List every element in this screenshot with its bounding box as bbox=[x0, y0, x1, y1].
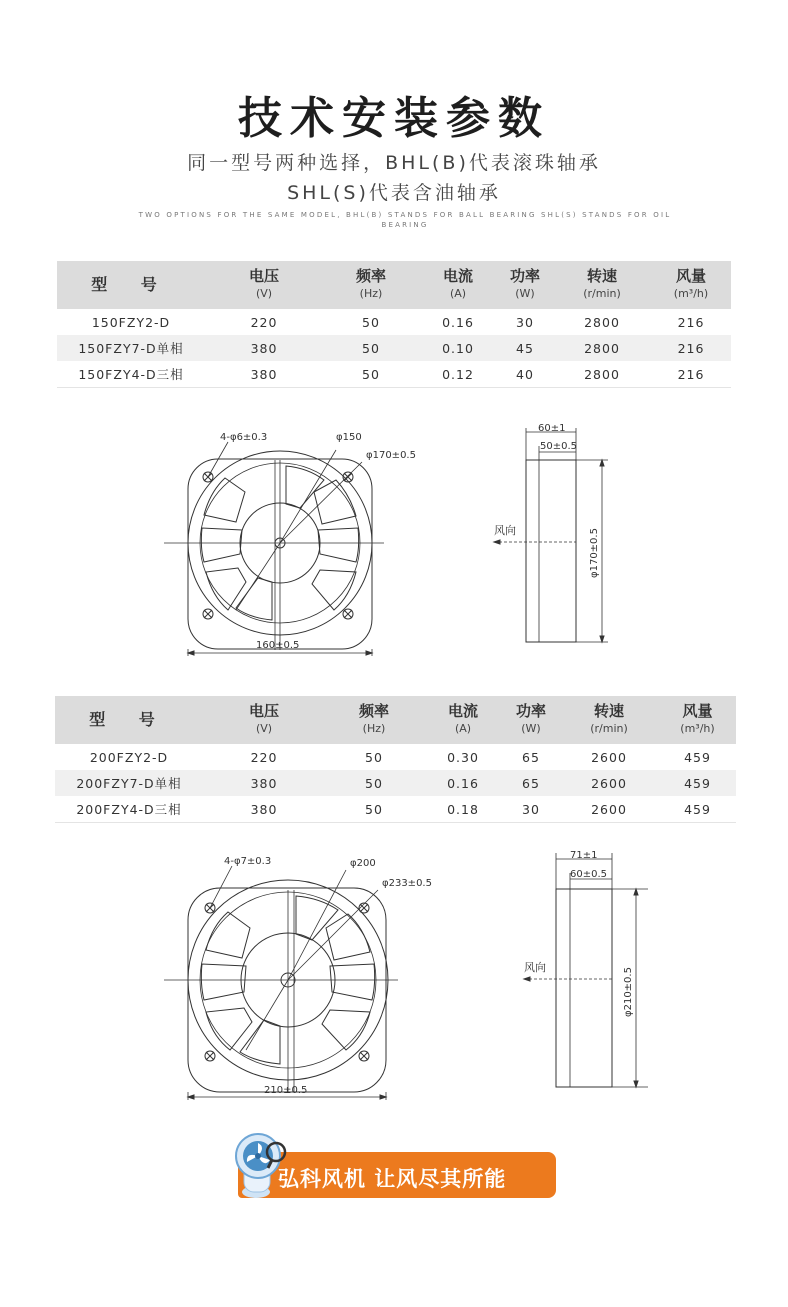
subtitle-line-1: 同一型号两种选择，BHL(B)代表滚珠轴承 bbox=[187, 152, 601, 174]
side-body bbox=[526, 460, 576, 642]
side-body bbox=[556, 889, 612, 1087]
fan-200-side-drawing bbox=[520, 845, 660, 1095]
table-row bbox=[55, 770, 736, 796]
mount-hole bbox=[359, 1051, 369, 1061]
cell-frequency: 50 bbox=[323, 361, 419, 388]
header-speed: 转速 (r/min) bbox=[559, 696, 659, 744]
depth-body-label: 60±0.5 bbox=[570, 869, 608, 880]
fan-150-front-drawing bbox=[150, 420, 416, 660]
header-voltage: 电压 (V) bbox=[203, 696, 325, 744]
width-label: 160±0.5 bbox=[256, 640, 300, 651]
header-power: 功率 (W) bbox=[497, 261, 553, 309]
mount-hole bbox=[203, 609, 213, 619]
cell-current: 0.10 bbox=[419, 335, 497, 361]
mount-hole bbox=[205, 1051, 215, 1061]
spec-table-200 bbox=[55, 696, 736, 823]
table-row bbox=[57, 361, 731, 388]
cell-power: 65 bbox=[503, 770, 559, 796]
header-current: 电流 (A) bbox=[419, 261, 497, 309]
header-power: 功率 (W) bbox=[503, 696, 559, 744]
cell-model: 150FZY4-D三相 bbox=[57, 361, 205, 388]
cell-power: 40 bbox=[497, 361, 553, 388]
fan-frame bbox=[188, 888, 386, 1092]
cell-airflow: 459 bbox=[659, 770, 736, 796]
outer-diameter-label: φ233±0.5 bbox=[382, 878, 432, 889]
cell-speed: 2800 bbox=[553, 335, 651, 361]
english-note: TWO OPTIONS FOR THE SAME MODEL, BHL(B) STANDS FOR BALL BEARING SHL(S) STANDS FOR OIL BEARING bbox=[138, 211, 672, 229]
header-speed: 转速 (r/min) bbox=[553, 261, 651, 309]
cell-current: 0.16 bbox=[442, 314, 474, 330]
table-header-row bbox=[55, 696, 736, 744]
slogan-text: 弘科风机 让风尽其所能 bbox=[278, 1167, 507, 1191]
holes-label: 4-φ7±0.3 bbox=[224, 856, 272, 867]
wind-direction-label: 风向 bbox=[494, 524, 516, 537]
cell-voltage: 380 bbox=[203, 770, 325, 796]
header-model: 型 号 bbox=[55, 696, 203, 744]
depth-total-label: 60±1 bbox=[538, 423, 566, 434]
cell-speed: 2800 bbox=[584, 314, 620, 330]
cell-frequency: 50 bbox=[365, 749, 383, 765]
cell-model: 200FZY4-D三相 bbox=[55, 796, 203, 823]
subtitle-line-2: SHL(S)代表含油轴承 bbox=[287, 182, 501, 204]
cell-speed: 2800 bbox=[553, 361, 651, 388]
cell-frequency: 50 bbox=[362, 314, 380, 330]
inner-diameter-label: φ150 bbox=[336, 432, 362, 443]
cell-frequency: 50 bbox=[323, 335, 419, 361]
cell-power: 30 bbox=[503, 796, 559, 823]
fan-200-front-drawing bbox=[150, 850, 450, 1106]
holes-label: 4-φ6±0.3 bbox=[220, 432, 268, 443]
cell-voltage: 380 bbox=[205, 361, 323, 388]
table-row bbox=[55, 744, 736, 770]
cell-voltage: 380 bbox=[205, 335, 323, 361]
side-diameter-label: φ210±0.5 bbox=[623, 967, 634, 1017]
cell-model: 150FZY7-D单相 bbox=[57, 335, 205, 361]
width-label: 210±0.5 bbox=[264, 1085, 308, 1096]
cell-airflow: 459 bbox=[684, 749, 711, 765]
cell-voltage: 220 bbox=[250, 314, 278, 330]
page-title: 技术安装参数 bbox=[238, 93, 550, 144]
header-frequency: 频率 (Hz) bbox=[325, 696, 423, 744]
wind-direction-label: 风向 bbox=[524, 961, 546, 974]
header-frequency: 频率 (Hz) bbox=[323, 261, 419, 309]
cell-model: 200FZY7-D单相 bbox=[55, 770, 203, 796]
spec-table-150 bbox=[57, 261, 731, 388]
header-voltage: 电压 (V) bbox=[205, 261, 323, 309]
cell-power: 30 bbox=[516, 314, 534, 330]
cell-current: 0.30 bbox=[447, 749, 479, 765]
cell-speed: 2600 bbox=[591, 749, 627, 765]
cell-current: 0.18 bbox=[423, 796, 503, 823]
header-current: 电流 (A) bbox=[423, 696, 503, 744]
cell-power: 65 bbox=[522, 749, 540, 765]
cell-airflow: 216 bbox=[677, 314, 705, 330]
table-row bbox=[57, 335, 731, 361]
header-airflow: 风量 (m³/h) bbox=[659, 696, 736, 744]
cell-voltage: 220 bbox=[250, 749, 278, 765]
cell-speed: 2600 bbox=[559, 770, 659, 796]
cell-airflow: 459 bbox=[659, 796, 736, 823]
table-header-row bbox=[57, 261, 731, 309]
depth-total-label: 71±1 bbox=[570, 850, 598, 861]
cell-frequency: 50 bbox=[325, 770, 423, 796]
header-model: 型 号 bbox=[57, 261, 205, 309]
cell-model: 150FZY2-D bbox=[91, 314, 171, 330]
cell-speed: 2600 bbox=[559, 796, 659, 823]
cell-airflow: 216 bbox=[651, 335, 731, 361]
header-airflow: 风量 (m³/h) bbox=[651, 261, 731, 309]
cell-model: 200FZY2-D bbox=[89, 749, 169, 765]
inner-diameter-label: φ200 bbox=[350, 858, 376, 869]
depth-body-label: 50±0.5 bbox=[540, 441, 578, 452]
table-row bbox=[55, 796, 736, 823]
cell-frequency: 50 bbox=[325, 796, 423, 823]
cell-voltage: 380 bbox=[203, 796, 325, 823]
cell-current: 0.12 bbox=[419, 361, 497, 388]
cell-current: 0.16 bbox=[423, 770, 503, 796]
mount-hole bbox=[343, 609, 353, 619]
cell-airflow: 216 bbox=[651, 361, 731, 388]
side-diameter-label: φ170±0.5 bbox=[589, 528, 600, 578]
table-row bbox=[57, 309, 731, 335]
outer-diameter-label: φ170±0.5 bbox=[366, 450, 416, 461]
cell-power: 45 bbox=[497, 335, 553, 361]
fan-150-side-drawing bbox=[490, 418, 620, 648]
